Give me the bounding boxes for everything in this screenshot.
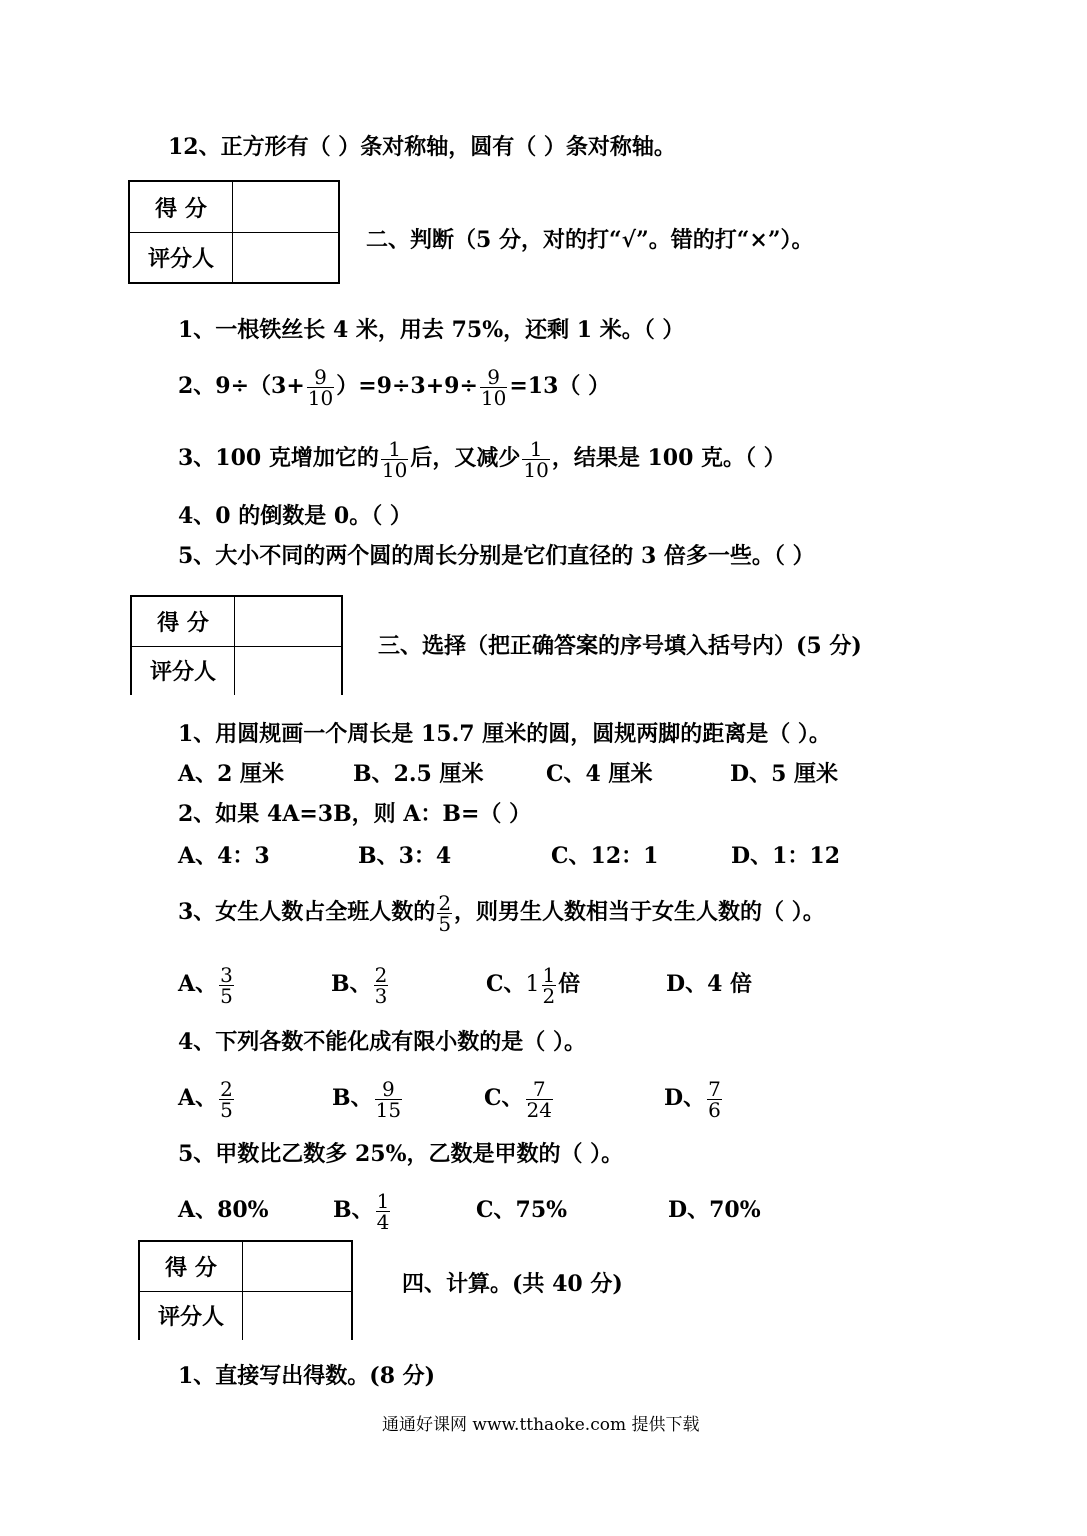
fraction [376,1188,391,1234]
fraction [437,890,452,936]
choice-question-4: 4、下列各数不能化成有限小数的是（ ）。 [178,1029,586,1055]
option-a [178,1070,236,1126]
score-box-1 [128,180,340,284]
denominator: 15 [375,1097,402,1122]
question-12: 12、正方形有（ ）条对称轴，圆有（ ）条对称轴。 [168,134,676,160]
option-c: C、12：1 [551,843,659,869]
option-unit: 倍 [558,971,581,997]
footer-source: 通通好课网 www.tthaoke.com 提供下载 [382,1415,700,1435]
option-c: C、75% [476,1197,568,1223]
numerator: 7 [708,1076,721,1101]
fraction [219,1076,234,1122]
option-d: D、4 倍 [666,971,753,997]
score-label: 得 分 [140,1242,243,1291]
fraction [375,1076,402,1122]
grader-label: 评分人 [140,1291,243,1340]
score-cell[interactable] [242,1242,351,1291]
denominator: 4 [376,1209,390,1234]
denominator: 10 [381,457,408,482]
choice-2-options [178,842,938,870]
grader-cell[interactable] [242,1291,351,1340]
judge-item-1: 1、一根铁丝长 4 米，用去 75%，还剩 1 米。（ ） [178,317,685,343]
fraction [307,364,334,410]
fraction [522,436,549,482]
score-box-3 [138,1240,353,1340]
score-label: 得 分 [130,182,233,232]
fraction [374,962,389,1008]
option-label: D、 [664,1085,706,1111]
denominator: 3 [374,983,388,1008]
fraction [542,962,557,1008]
fraction [480,364,507,410]
judge-item-3-part: ，结果是 100 克。（ ） [551,445,786,471]
option-c: C、4 厘米 [546,761,653,787]
denominator: 10 [307,385,334,410]
option-b [333,1182,392,1238]
option-label: C、 [486,971,526,997]
option-c [486,956,580,1013]
option-c [484,1070,555,1126]
option-label: B、 [333,1197,374,1223]
option-d: D、1：12 [731,843,841,869]
numerator: 9 [480,367,507,388]
grader-cell[interactable] [234,646,341,695]
score-cell[interactable] [234,597,341,646]
calc-question-1: 1、直接写出得数。(8 分) [178,1363,436,1389]
denominator: 2 [542,983,556,1008]
option-d: D、70% [668,1197,761,1223]
mixed-whole: 1 [525,972,540,997]
judge-item-3-part: 3、100 克增加它的 [178,445,379,471]
numerator: 3 [220,962,233,987]
option-b [332,1070,404,1126]
choice-1-options [178,760,938,788]
choice-3-part: 3、女生人数占全班人数的 [178,899,436,925]
numerator: 9 [307,367,334,388]
grader-cell[interactable] [232,232,338,282]
section-4-heading: 四、计算。(共 40 分) [402,1271,623,1297]
fraction [526,1076,553,1122]
choice-question-1: 1、用圆规画一个周长是 15.7 厘米的圆，圆规两脚的距离是（ ）。 [178,721,831,747]
fraction [381,436,408,482]
judge-item-2-part: =13（ ） [509,373,611,399]
choice-3-part: ，则男生人数相当于女生人数的（ ）。 [454,899,825,925]
option-d [664,1070,724,1126]
choice-question-2: 2、如果 4A=3B，则 A：B=（ ） [178,801,532,827]
choice-4-options [178,1070,938,1126]
numerator: 1 [542,962,556,987]
judge-item-3-part: 后，又减少 [410,445,521,471]
judge-item-4: 4、0 的倒数是 0。（ ） [178,503,412,529]
section-2-heading: 二、判断（5 分，对的打“√”。错的打“×”）。 [366,227,814,253]
judge-item-2-part: 2、9÷（3+ [178,373,305,399]
option-a [178,956,236,1012]
numerator: 2 [220,1076,233,1101]
option-label: C、 [484,1085,524,1111]
option-a: A、80% [178,1197,269,1223]
option-a: A、4：3 [178,843,270,869]
option-label: B、 [331,971,372,997]
option-a: A、2 厘米 [178,761,285,787]
choice-3-options [178,956,938,1012]
judge-item-3 [178,430,786,486]
choice-question-5: 5、甲数比乙数多 25%，乙数是甲数的（ ）。 [178,1141,624,1167]
option-b [331,956,390,1012]
score-cell[interactable] [232,182,338,232]
denominator: 5 [438,911,452,936]
option-label: B、 [332,1085,373,1111]
denominator: 10 [480,385,507,410]
choice-question-3 [178,884,825,940]
section-3-heading: 三、选择（把正确答案的序号填入括号内）(5 分) [378,633,862,659]
numerator: 1 [376,1188,390,1213]
judge-item-2-part: ）=9÷3+9÷ [336,373,478,399]
option-b: B、3：4 [358,843,452,869]
option-d: D、5 厘米 [730,761,839,787]
option-label: A、 [178,971,218,997]
numerator: 7 [526,1079,553,1100]
numerator: 9 [375,1079,402,1100]
option-b: B、2.5 厘米 [353,761,484,787]
denominator: 5 [220,983,233,1008]
judge-item-2 [178,358,610,414]
denominator: 5 [220,1097,233,1122]
grader-label: 评分人 [130,232,233,282]
numerator: 1 [522,439,549,460]
numerator: 1 [381,439,408,460]
grader-label: 评分人 [132,646,235,695]
fraction [219,962,234,1008]
denominator: 24 [526,1097,552,1122]
option-label: A、 [178,1085,218,1111]
denominator: 10 [523,457,549,482]
numerator: 2 [438,890,452,915]
numerator: 2 [374,962,388,987]
judge-item-5: 5、大小不同的两个圆的周长分别是它们直径的 3 倍多一些。（ ） [178,543,815,569]
choice-5-options [178,1182,938,1238]
denominator: 6 [708,1097,721,1122]
fraction [707,1076,722,1122]
score-box-2 [130,595,343,695]
score-label: 得 分 [132,597,235,646]
